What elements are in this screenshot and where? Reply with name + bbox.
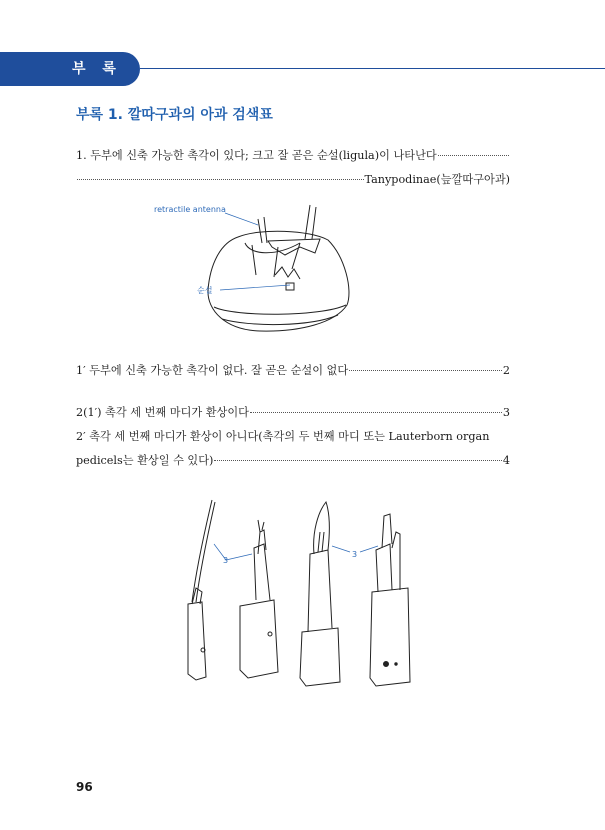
leader-dots xyxy=(349,370,502,371)
key-entry-2prime xyxy=(76,429,510,468)
key-entry-1prime xyxy=(76,363,510,378)
entry-1-text: 1. 두부에 신축 가능한 촉각이 있다; 크고 잘 곧은 순설(ligula)이 나타난다 xyxy=(76,149,437,162)
entry-2prime-number: 4 xyxy=(502,454,510,467)
segment-3-label-b: 3 xyxy=(352,550,358,559)
entry-2prime-text-2: pedicels는 환상일 수 있다) xyxy=(76,454,214,467)
antennae-drawing xyxy=(178,492,438,692)
entry-1prime-text: 1′ 두부에 신축 가능한 촉각이 없다. 잘 곧은 순설이 없다 xyxy=(76,364,349,377)
antenna-label: retractile antenna xyxy=(154,205,226,214)
segment-3-label-a: 3 xyxy=(223,556,229,565)
leader-dots xyxy=(77,179,364,180)
ligula-label: 순설 xyxy=(197,286,213,295)
entry-2-text: 2(1′) 촉각 세 번째 마디가 환상이다 xyxy=(76,406,249,419)
antennae-figure xyxy=(178,492,438,692)
head-capsule-drawing xyxy=(150,195,370,345)
leader-dots xyxy=(214,460,501,461)
entry-2prime-text: 2′ 촉각 세 번째 마디가 환상이 아니다(촉각의 두 번째 마디 또는 Lauterborn organ xyxy=(76,430,490,443)
key-entry-1 xyxy=(76,148,510,187)
entry-1prime-number: 2 xyxy=(502,364,510,377)
section-label: 부 록 xyxy=(72,61,122,77)
key-entry-2 xyxy=(76,405,510,420)
head-capsule-figure xyxy=(150,195,370,345)
leader-dots xyxy=(438,155,509,156)
entry-1-result: Tanypodinae(늪깔따구아과) xyxy=(364,173,510,186)
header-rule xyxy=(140,68,605,69)
page-number: 96 xyxy=(76,780,93,794)
section-tab xyxy=(0,52,140,86)
entry-2-number: 3 xyxy=(502,406,510,419)
page-title: 부록 1. 깔따구과의 아과 검색표 xyxy=(76,107,273,123)
leader-dots xyxy=(250,412,502,413)
